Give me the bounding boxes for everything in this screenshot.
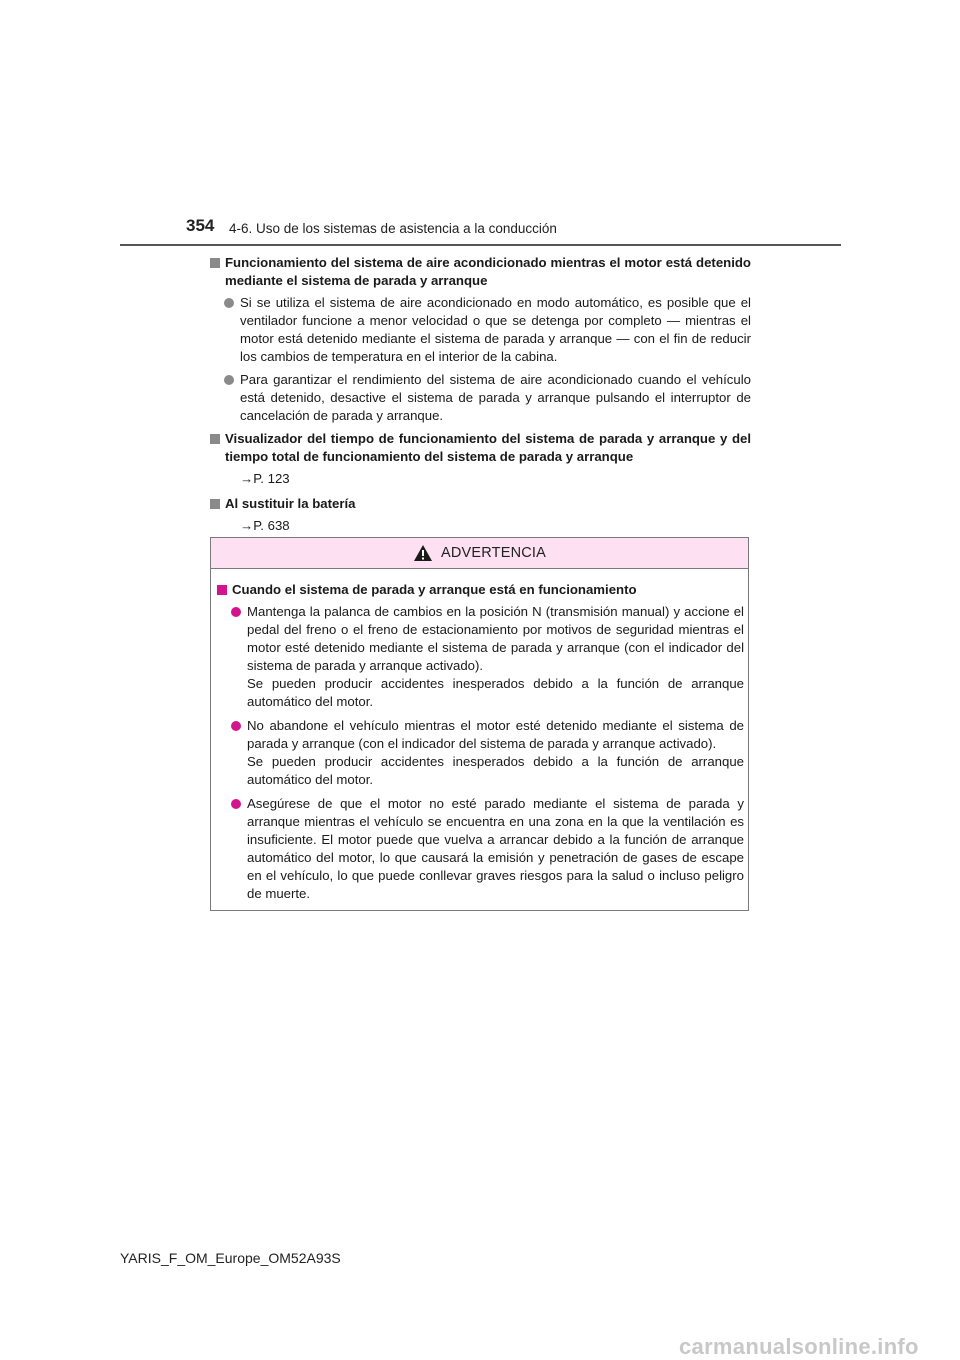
round-bullet-icon	[224, 375, 234, 385]
warning-header	[211, 538, 748, 569]
warning-list-item	[217, 717, 744, 789]
list-item-text: Para garantizar el rendimiento del sistema de aire acondicionado cuando el vehículo está detenido, desactive el sistema de parada y arranque pulsando el interruptor de cancelación de parada y arranque.	[240, 372, 751, 423]
section-title: 4-6. Uso de los sistemas de asistencia a la conducción	[229, 221, 557, 236]
warning-item-text: Mantenga la palanca de cambios en la posición N (transmisión manual) y accione el pedal del freno o el freno de estacionamiento por motivos de seguridad mientras el motor esté detenido mediante el sistema de parada y arranque (con el indicador del sistema de parada y arranque activado). Se pueden producir accidentes inesperados debido a la función de arranque automático del motor.	[247, 604, 744, 709]
list-item-text: Si se utiliza el sistema de aire acondicionado en modo automático, es posible que el ventilador funcione a menor velocidad o que se detenga por completo — mientras el motor está detenido mediante el sistema de parada y arranque — con el fin de reducir los cambios de temperatura en el interior de la cabina.	[240, 295, 751, 364]
document-code: YARIS_F_OM_Europe_OM52A93S	[120, 1250, 341, 1266]
section-battery	[210, 495, 751, 535]
watermark: carmanualsonline.info	[679, 1334, 919, 1359]
page-reference-link[interactable]: →P. 638	[240, 518, 290, 533]
square-bullet-icon	[210, 434, 220, 444]
list-item	[210, 371, 751, 425]
warning-list-item	[217, 795, 744, 903]
round-bullet-icon	[231, 607, 241, 617]
page-reference-link[interactable]: →P. 123	[240, 471, 290, 486]
warning-title: ADVERTENCIA	[440, 545, 547, 561]
warning-box	[210, 537, 749, 911]
round-bullet-icon	[231, 799, 241, 809]
section-time-display	[210, 430, 751, 488]
square-bullet-icon	[217, 585, 227, 595]
warning-heading: Cuando el sistema de parada y arranque está en funcionamiento	[232, 582, 637, 597]
warning-item-text: No abandone el vehículo mientras el motor esté detenido mediante el sistema de parada y arranque (con el indicador del sistema de parada y arranque activado). Se pueden producir accidentes inesperados debido a la función de arranque automático del motor.	[247, 718, 744, 787]
square-bullet-icon	[210, 499, 220, 509]
warning-triangle-icon	[413, 544, 433, 562]
warning-list-item	[217, 603, 744, 711]
list-item	[210, 294, 751, 366]
warning-body	[217, 581, 744, 909]
page-number: 354	[186, 216, 215, 235]
section-heading: Visualizador del tiempo de funcionamiento del sistema de parada y arranque y del tiempo total de funcionamiento del sistema de parada y arranque	[225, 431, 751, 464]
header-rule	[120, 244, 841, 246]
square-bullet-icon	[210, 258, 220, 268]
round-bullet-icon	[224, 298, 234, 308]
round-bullet-icon	[231, 721, 241, 731]
main-content	[210, 254, 751, 542]
section-heading: Funcionamiento del sistema de aire acondicionado mientras el motor está detenido mediante el sistema de parada y arranque	[225, 255, 751, 288]
section-heading: Al sustituir la batería	[225, 496, 356, 511]
warning-item-text: Asegúrese de que el motor no esté parado mediante el sistema de parada y arranque mientras el vehículo se encuentra en una zona en la que la ventilación es insuficiente. El motor puede que vuelva a arrancar debido a la función de arranque automático del motor, lo que causará la emisión y penetración de gases de escape en el vehículo, lo que puede conllevar graves riesgos para la salud o incluso peligro de muerte.	[247, 796, 744, 901]
section-ac-operation	[210, 254, 751, 425]
